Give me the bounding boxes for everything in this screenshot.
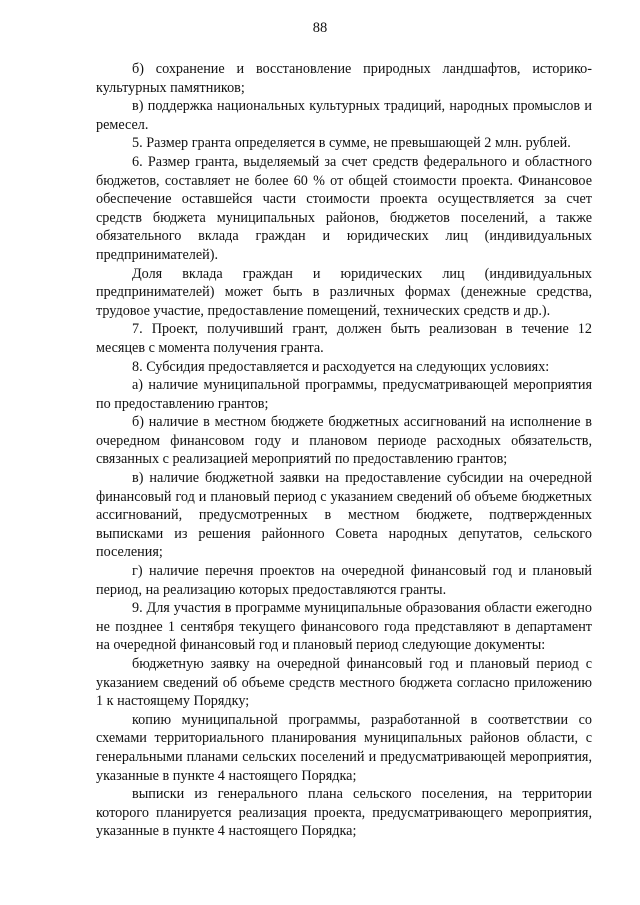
document-body — [96, 60, 592, 841]
paragraph: 9. Для участия в программе муниципальные образования области ежегодно не позднее 1 сентября текущего финансового года представляют в департамент на очередной финансовый год и плановый период следующие документы: — [96, 600, 592, 654]
paragraph: Доля вклада граждан и юридических лиц (индивидуальных предпринимателей) может быть в различных формах (денежные средства, трудовое участие, предоставление помещений, технических средств и др.). — [96, 265, 592, 319]
paragraph: бюджетную заявку на очередной финансовый год и плановый период с указанием сведений об объеме средств местного бюджета согласно приложению 1 к настоящему Порядку; — [96, 656, 592, 710]
paragraph: в) поддержка национальных культурных традиций, народных промыслов и ремесел. — [96, 98, 592, 133]
page-number: 88 — [312, 20, 328, 36]
paragraph: в) наличие бюджетной заявки на предоставление субсидии на очередной финансовый год и плановый период с указанием сведений об объеме бюджетных ассигнований, предусмотренных в местном бюджете, подтвержденных выписками из решения районного Совета народных депутатов, сельского поселения; — [96, 470, 592, 561]
paragraph: 6. Размер гранта, выделяемый за счет средств федерального и областного бюджетов, составляет не более 60 % от общей стоимости проекта. Финансовое обеспечение оставшейся части стоимости проекта осуществляется за счет средств бюджета муниципальных районов, бюджетов поселений, а также обязательного вклада граждан и юридических лиц (индивидуальных предпринимателей). — [96, 153, 592, 263]
paragraph: г) наличие перечня проектов на очередной финансовый год и плановый период, на реализацию которых предоставляются гранты. — [96, 563, 592, 598]
paragraph: копию муниципальной программы, разработанной в соответствии со схемами территориального планирования муниципальных районов области, с генеральными планами сельских поселений и предусматривающей мероприятия, указанные в пункте 4 настоящего Порядка; — [96, 711, 592, 784]
paragraph: б) сохранение и восстановление природных ландшафтов, историко-культурных памятников; — [96, 61, 592, 96]
paragraph: а) наличие муниципальной программы, предусматривающей мероприятия по предоставлению грантов; — [96, 377, 592, 412]
paragraph: 5. Размер гранта определяется в сумме, не превышающей 2 млн. рублей. — [132, 135, 571, 152]
paragraph: 8. Субсидия предоставляется и расходуется на следующих условиях: — [132, 358, 550, 375]
paragraph: выписки из генерального плана сельского поселения, на территории которого планируется реализация проекта, предусматривающего мероприятия, указанные в пункте 4 настоящего Порядка; — [96, 786, 592, 840]
paragraph: б) наличие в местном бюджете бюджетных ассигнований на исполнение в очередном финансовом году и плановом периоде расходных обязательств, связанных с реализацией мероприятий по предоставлению грантов; — [96, 414, 592, 468]
paragraph: 7. Проект, получивший грант, должен быть реализован в течение 12 месяцев с момента получения гранта. — [96, 321, 592, 356]
